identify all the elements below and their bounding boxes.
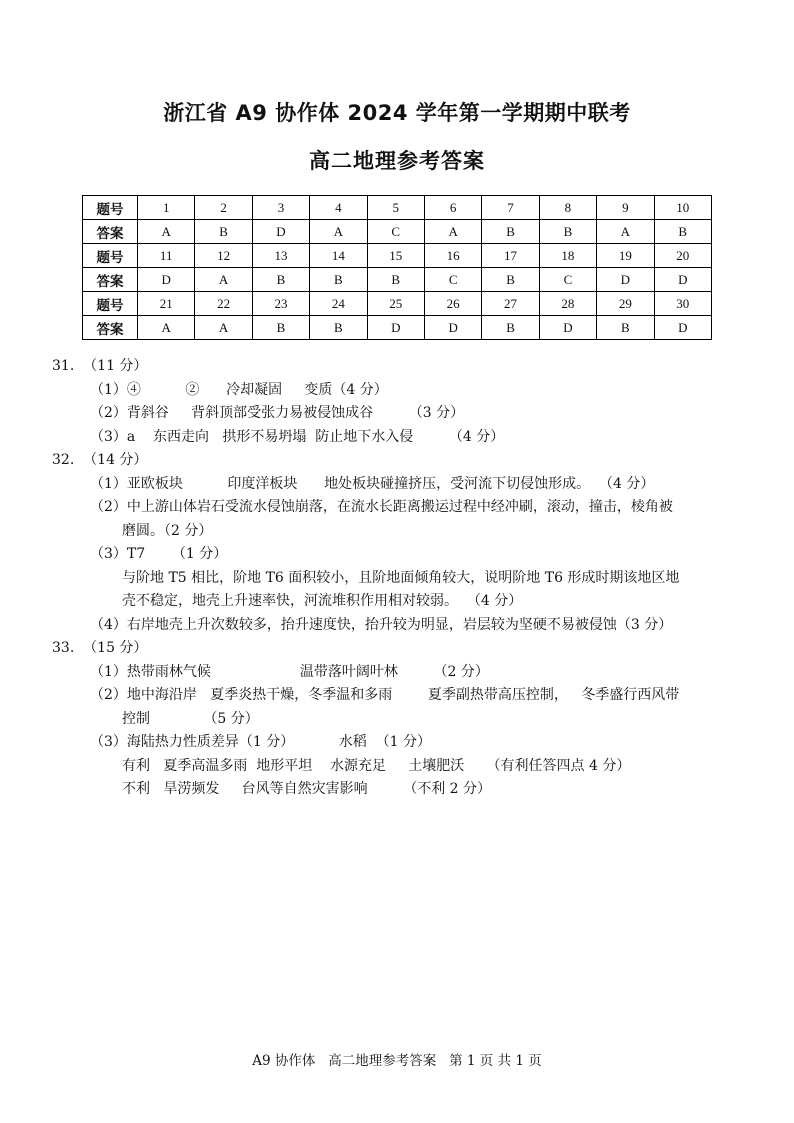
- table-cell: D: [539, 316, 596, 340]
- question-heading: 33. （15 分）: [52, 640, 148, 656]
- table-cell: 25: [367, 292, 424, 316]
- answer-line: （3）海陆热力性质差异（1 分） 水稻 （1 分）: [90, 734, 432, 750]
- table-cell: A: [138, 316, 195, 340]
- table-cell: 14: [310, 244, 367, 268]
- table-cell: 4: [310, 196, 367, 220]
- document-subtitle: 高二地理参考答案: [309, 149, 485, 173]
- table-cell: 27: [482, 292, 539, 316]
- table-cell: A: [424, 220, 481, 244]
- table-cell: D: [597, 268, 654, 292]
- table-cell: B: [482, 316, 539, 340]
- row-label: 题号: [83, 244, 138, 268]
- table-cell: A: [138, 220, 195, 244]
- table-cell: B: [252, 316, 309, 340]
- table-row: [83, 268, 712, 292]
- table-cell: 21: [138, 292, 195, 316]
- table-cell: 23: [252, 292, 309, 316]
- question-heading: 31. （11 分）: [52, 358, 148, 374]
- table-cell: D: [138, 268, 195, 292]
- table-cell: D: [654, 316, 711, 340]
- row-label: 题号: [83, 292, 138, 316]
- table-cell: 30: [654, 292, 711, 316]
- table-cell: C: [367, 220, 424, 244]
- row-label: 答案: [83, 220, 138, 244]
- answer-line: 有利 夏季高温多雨 地形平坦 水源充足 土壤肥沃 （有利任答四点 4 分）: [122, 757, 631, 774]
- table-cell: 13: [252, 244, 309, 268]
- answer-line: （2）背斜谷 背斜顶部受张力易被侵蚀成谷 （3 分）: [90, 405, 465, 421]
- table-cell: B: [482, 268, 539, 292]
- table-cell: A: [597, 220, 654, 244]
- table-cell: C: [539, 268, 596, 292]
- table-cell: D: [367, 316, 424, 340]
- answer-line: （4）右岸地壳上升次数较多，抬升速度快，抬升较为明显，岩层较为坚硬不易被侵蚀（3 分）: [90, 616, 673, 633]
- table-cell: 3: [252, 196, 309, 220]
- table-cell: 10: [654, 196, 711, 220]
- table-cell: 7: [482, 196, 539, 220]
- table-cell: 26: [424, 292, 481, 316]
- table-cell: 22: [195, 292, 252, 316]
- question-heading: 32. （14 分）: [52, 452, 148, 468]
- answer-line: （1）亚欧板块 印度洋板块 地处板块碰撞挤压，受河流下切侵蚀形成。 （4 分）: [90, 475, 655, 492]
- table-cell: 28: [539, 292, 596, 316]
- answer-line: 磨圆。（2 分）: [122, 522, 213, 539]
- answer-line: 壳不稳定，地壳上升速率快，河流堆积作用相对较弱。 （4 分）: [122, 593, 523, 609]
- table-cell: 1: [138, 196, 195, 220]
- table-cell: D: [654, 268, 711, 292]
- table-cell: D: [424, 316, 481, 340]
- answer-content: [52, 355, 752, 802]
- table-row: [83, 292, 712, 316]
- table-cell: A: [310, 220, 367, 244]
- document-title: 浙江省 A9 协作体 2024 学年第一学期期中联考: [163, 101, 631, 125]
- table-cell: B: [597, 316, 654, 340]
- answer-table: [82, 195, 712, 340]
- table-row: [83, 244, 712, 268]
- answer-line: 控制 （5 分）: [122, 710, 259, 727]
- table-cell: 12: [195, 244, 252, 268]
- answer-line: （1）④ ② 冷却凝固 变质（4 分）: [90, 381, 388, 398]
- table-cell: B: [195, 220, 252, 244]
- answer-line: （3）T7 （1 分）: [90, 546, 228, 562]
- row-label: 答案: [83, 316, 138, 340]
- table-cell: 17: [482, 244, 539, 268]
- table-cell: D: [252, 220, 309, 244]
- table-cell: A: [195, 268, 252, 292]
- row-label: 题号: [83, 196, 138, 220]
- table-cell: 16: [424, 244, 481, 268]
- table-cell: 5: [367, 196, 424, 220]
- table-cell: B: [252, 268, 309, 292]
- table-cell: 9: [597, 196, 654, 220]
- row-label: 答案: [83, 268, 138, 292]
- table-cell: 19: [597, 244, 654, 268]
- table-row: [83, 196, 712, 220]
- table-row: [83, 316, 712, 340]
- table-cell: 20: [654, 244, 711, 268]
- answer-line: 与阶地 T5 相比，阶地 T6 面积较小，且阶地面倾角较大，说明阶地 T6 形成时期该地区地: [122, 569, 680, 586]
- table-cell: 11: [138, 244, 195, 268]
- table-cell: 24: [310, 292, 367, 316]
- table-cell: B: [482, 220, 539, 244]
- table-cell: 18: [539, 244, 596, 268]
- table-cell: 6: [424, 196, 481, 220]
- table-cell: B: [310, 316, 367, 340]
- answer-line: （3）a 东西走向 拱形不易坍塌 防止地下水入侵 （4 分）: [90, 428, 505, 445]
- table-cell: A: [195, 316, 252, 340]
- answer-line: 不利 旱涝频发 台风等自然灾害影响 （不利 2 分）: [122, 781, 492, 797]
- table-row: [83, 220, 712, 244]
- table-cell: B: [310, 268, 367, 292]
- table-cell: B: [654, 220, 711, 244]
- answer-line: （1）热带雨林气候 温带落叶阔叶林 （2 分）: [90, 663, 489, 680]
- page-footer: A9 协作体 高二地理参考答案 第 1 页 共 1 页: [252, 1053, 542, 1069]
- table-cell: 29: [597, 292, 654, 316]
- table-cell: B: [539, 220, 596, 244]
- table-cell: 2: [195, 196, 252, 220]
- answer-line: （2）中上游山体岩石受流水侵蚀崩落，在流水长距离搬运过程中经冲刷，滚动，撞击，棱角被: [90, 499, 673, 515]
- table-cell: B: [367, 268, 424, 292]
- table-cell: C: [424, 268, 481, 292]
- answer-line: （2）地中海沿岸 夏季炎热干燥，冬季温和多雨 夏季副热带高压控制， 冬季盛行西风带: [90, 687, 680, 703]
- table-cell: 15: [367, 244, 424, 268]
- table-cell: 8: [539, 196, 596, 220]
